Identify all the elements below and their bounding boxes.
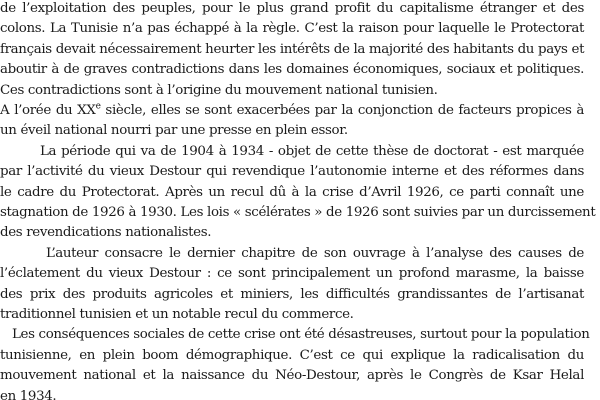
- paragraph-5-line-3: mouvement national et la naissance du Néo-Destour, après le Congrès de Ksar Helal: [0, 368, 584, 384]
- paragraph-3-line-5: des revendications nationalistes.: [0, 225, 212, 241]
- paragraph-4-line-1: L’auteur consacre le dernier chapitre de son ouvrage à l’analyse des causes de: [46, 245, 584, 261]
- paragraph-1-line-2: colons. La Tunisie n’a pas échappé à la règle. C’est la raison pour laquelle le Protectorat: [0, 21, 584, 37]
- paragraph-3-line-2: par l’activité du vieux Destour qui revendique l’autonomie interne et des réformes dans: [0, 164, 584, 180]
- paragraph-5-line-1: Les conséquences sociales de cette crise ont été désastreuses, surtout pour la population: [12, 327, 590, 343]
- paragraph-2-line-1-start: A l’orée du XX: [0, 103, 96, 118]
- paragraph-5-line-2: tunisienne, en plein boom démographique. C’est ce qui explique la radicalisation du: [0, 347, 584, 363]
- paragraph-2-line-1: [0, 102, 584, 120]
- paragraph-3-line-4: stagnation de 1926 à 1930. Les lois « scélérates » de 1926 sont suivies par un durcissement: [0, 205, 596, 220]
- century-superscript: e: [95, 101, 101, 112]
- paragraph-4-line-2: l’éclatement du vieux Destour : ce sont principalement un profond marasme, la baisse: [0, 266, 584, 282]
- paragraph-2-line-1-end: siècle, elles se sont exacerbées par la conjonction de facteurs propices à: [100, 103, 585, 118]
- paragraph-2-line-2: un éveil national nourri par une presse en plein essor.: [0, 123, 348, 139]
- paragraph-1-line-4: aboutir à de graves contradictions dans les domaines économiques, sociaux et politiques.: [0, 62, 584, 78]
- paragraph-3-line-3: le cadre du Protectorat. Après un recul dû à la crise d’Avril 1926, ce parti connaît une: [0, 184, 584, 200]
- paragraph-4-line-3: des prix des produits agricoles et miniers, les difficultés grandissantes de l’artisanat: [0, 286, 584, 302]
- paragraph-5-line-4: en 1934.: [0, 388, 57, 400]
- paragraph-1-line-5: Ces contradictions sont à l’origine du mouvement national tunisien.: [0, 82, 438, 98]
- paragraph-1-line-1: de l’exploitation des peuples, pour le plus grand profit du capitalisme étranger et des: [0, 1, 584, 16]
- paragraph-3-line-1: La période qui va de 1904 à 1934 - objet de cette thèse de doctorat - est marquée: [40, 143, 584, 159]
- paragraph-1-line-3: français devait nécessairement heurter les intérêts de la majorité des habitants du pays et: [0, 41, 585, 57]
- paragraph-4-line-4: traditionnel tunisien et un notable recul du commerce.: [0, 307, 354, 322]
